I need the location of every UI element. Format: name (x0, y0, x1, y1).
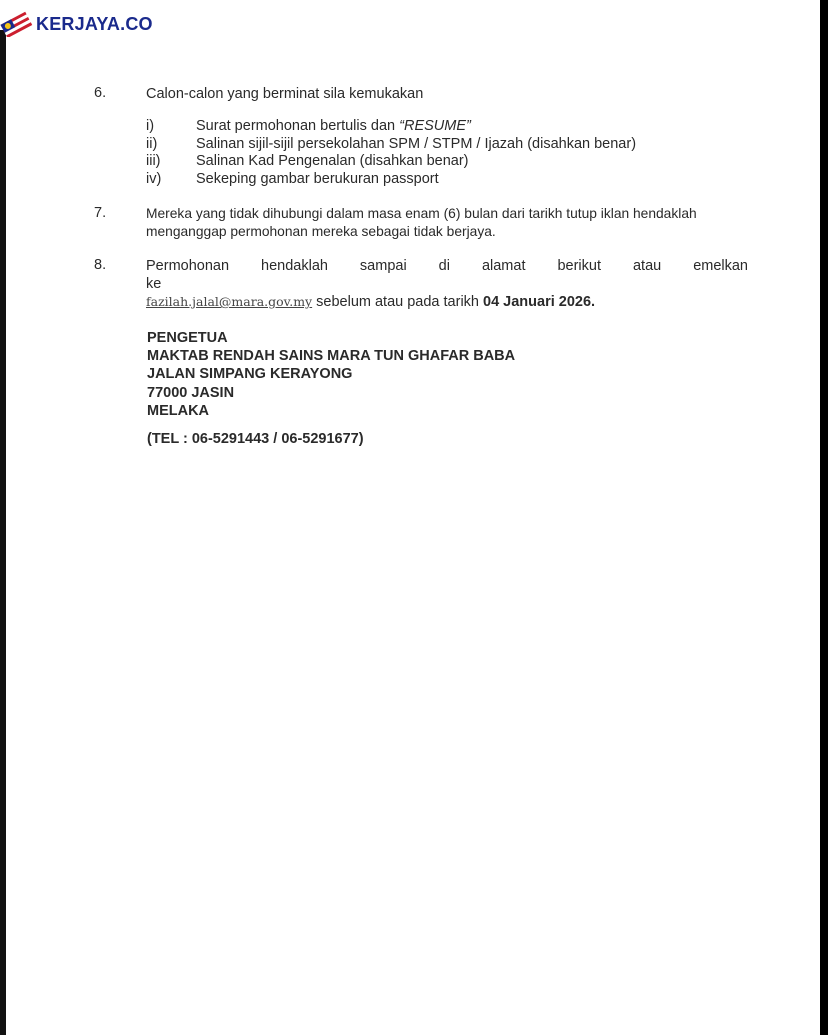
list-item-number: i) (146, 118, 155, 134)
sublist (146, 118, 636, 188)
address-block (147, 329, 515, 420)
address-line: MAKTAB RENDAH SAINS MARA TUN GHAFAR BABA (147, 348, 516, 365)
item-line: Permohonan hendaklah sampai di alamat berikut atau emelkan ke (146, 258, 748, 292)
address-line: JALAN SIMPANG KERAYONG (147, 366, 353, 383)
telephone: (TEL : 06-5291443 / 06-5291677) (147, 431, 364, 447)
list-item-number: iv) (146, 170, 162, 187)
item-number: 8. (94, 257, 107, 273)
list-item-number: iii) (146, 153, 161, 169)
item-text (146, 257, 748, 311)
brand-name: KERJAYA.CO (36, 13, 153, 34)
address-line: 77000 JASIN (147, 384, 235, 401)
malaysia-flag-icon (0, 11, 34, 37)
item-text: Calon-calon yang berminat sila kemukakan (146, 86, 424, 102)
item-line (146, 293, 748, 311)
address-line: PENGETUA (147, 330, 228, 346)
list-item (146, 171, 636, 189)
list-item-number: ii) (146, 135, 158, 152)
item-line: Mereka yang tidak dihubungi dalam masa enam (6) bulan dari tarikh tutup iklan hendaklah (146, 206, 697, 221)
item-number: 6. (94, 85, 107, 101)
page-edge (0, 30, 6, 1035)
list-item (146, 153, 636, 171)
item-number: 7. (94, 205, 107, 221)
item-line-text: sebelum atau pada tarikh (312, 294, 484, 310)
item-line: menganggap permohonan mereka sebagai tidak berjaya. (146, 224, 496, 239)
list-item (146, 118, 636, 136)
list-item-text: Salinan Kad Pengenalan (disahkan benar) (196, 153, 469, 169)
address-line: MELAKA (147, 402, 210, 419)
item-text (146, 205, 748, 241)
list-item-text: Salinan sijil-sijil persekolahan SPM / STPM / Ijazah (disahkan benar) (196, 135, 637, 152)
list-item-text: Surat permohonan bertulis dan (196, 118, 400, 134)
closing-date: 04 Januari 2026. (483, 294, 596, 310)
email-link[interactable]: fazilah.jalal@mara.gov.my (146, 294, 313, 309)
list-item-text: Sekeping gambar berukuran passport (196, 170, 439, 187)
resume-emphasis: “RESUME” (399, 118, 471, 134)
brand-logo[interactable] (0, 10, 153, 38)
list-item (146, 136, 636, 154)
